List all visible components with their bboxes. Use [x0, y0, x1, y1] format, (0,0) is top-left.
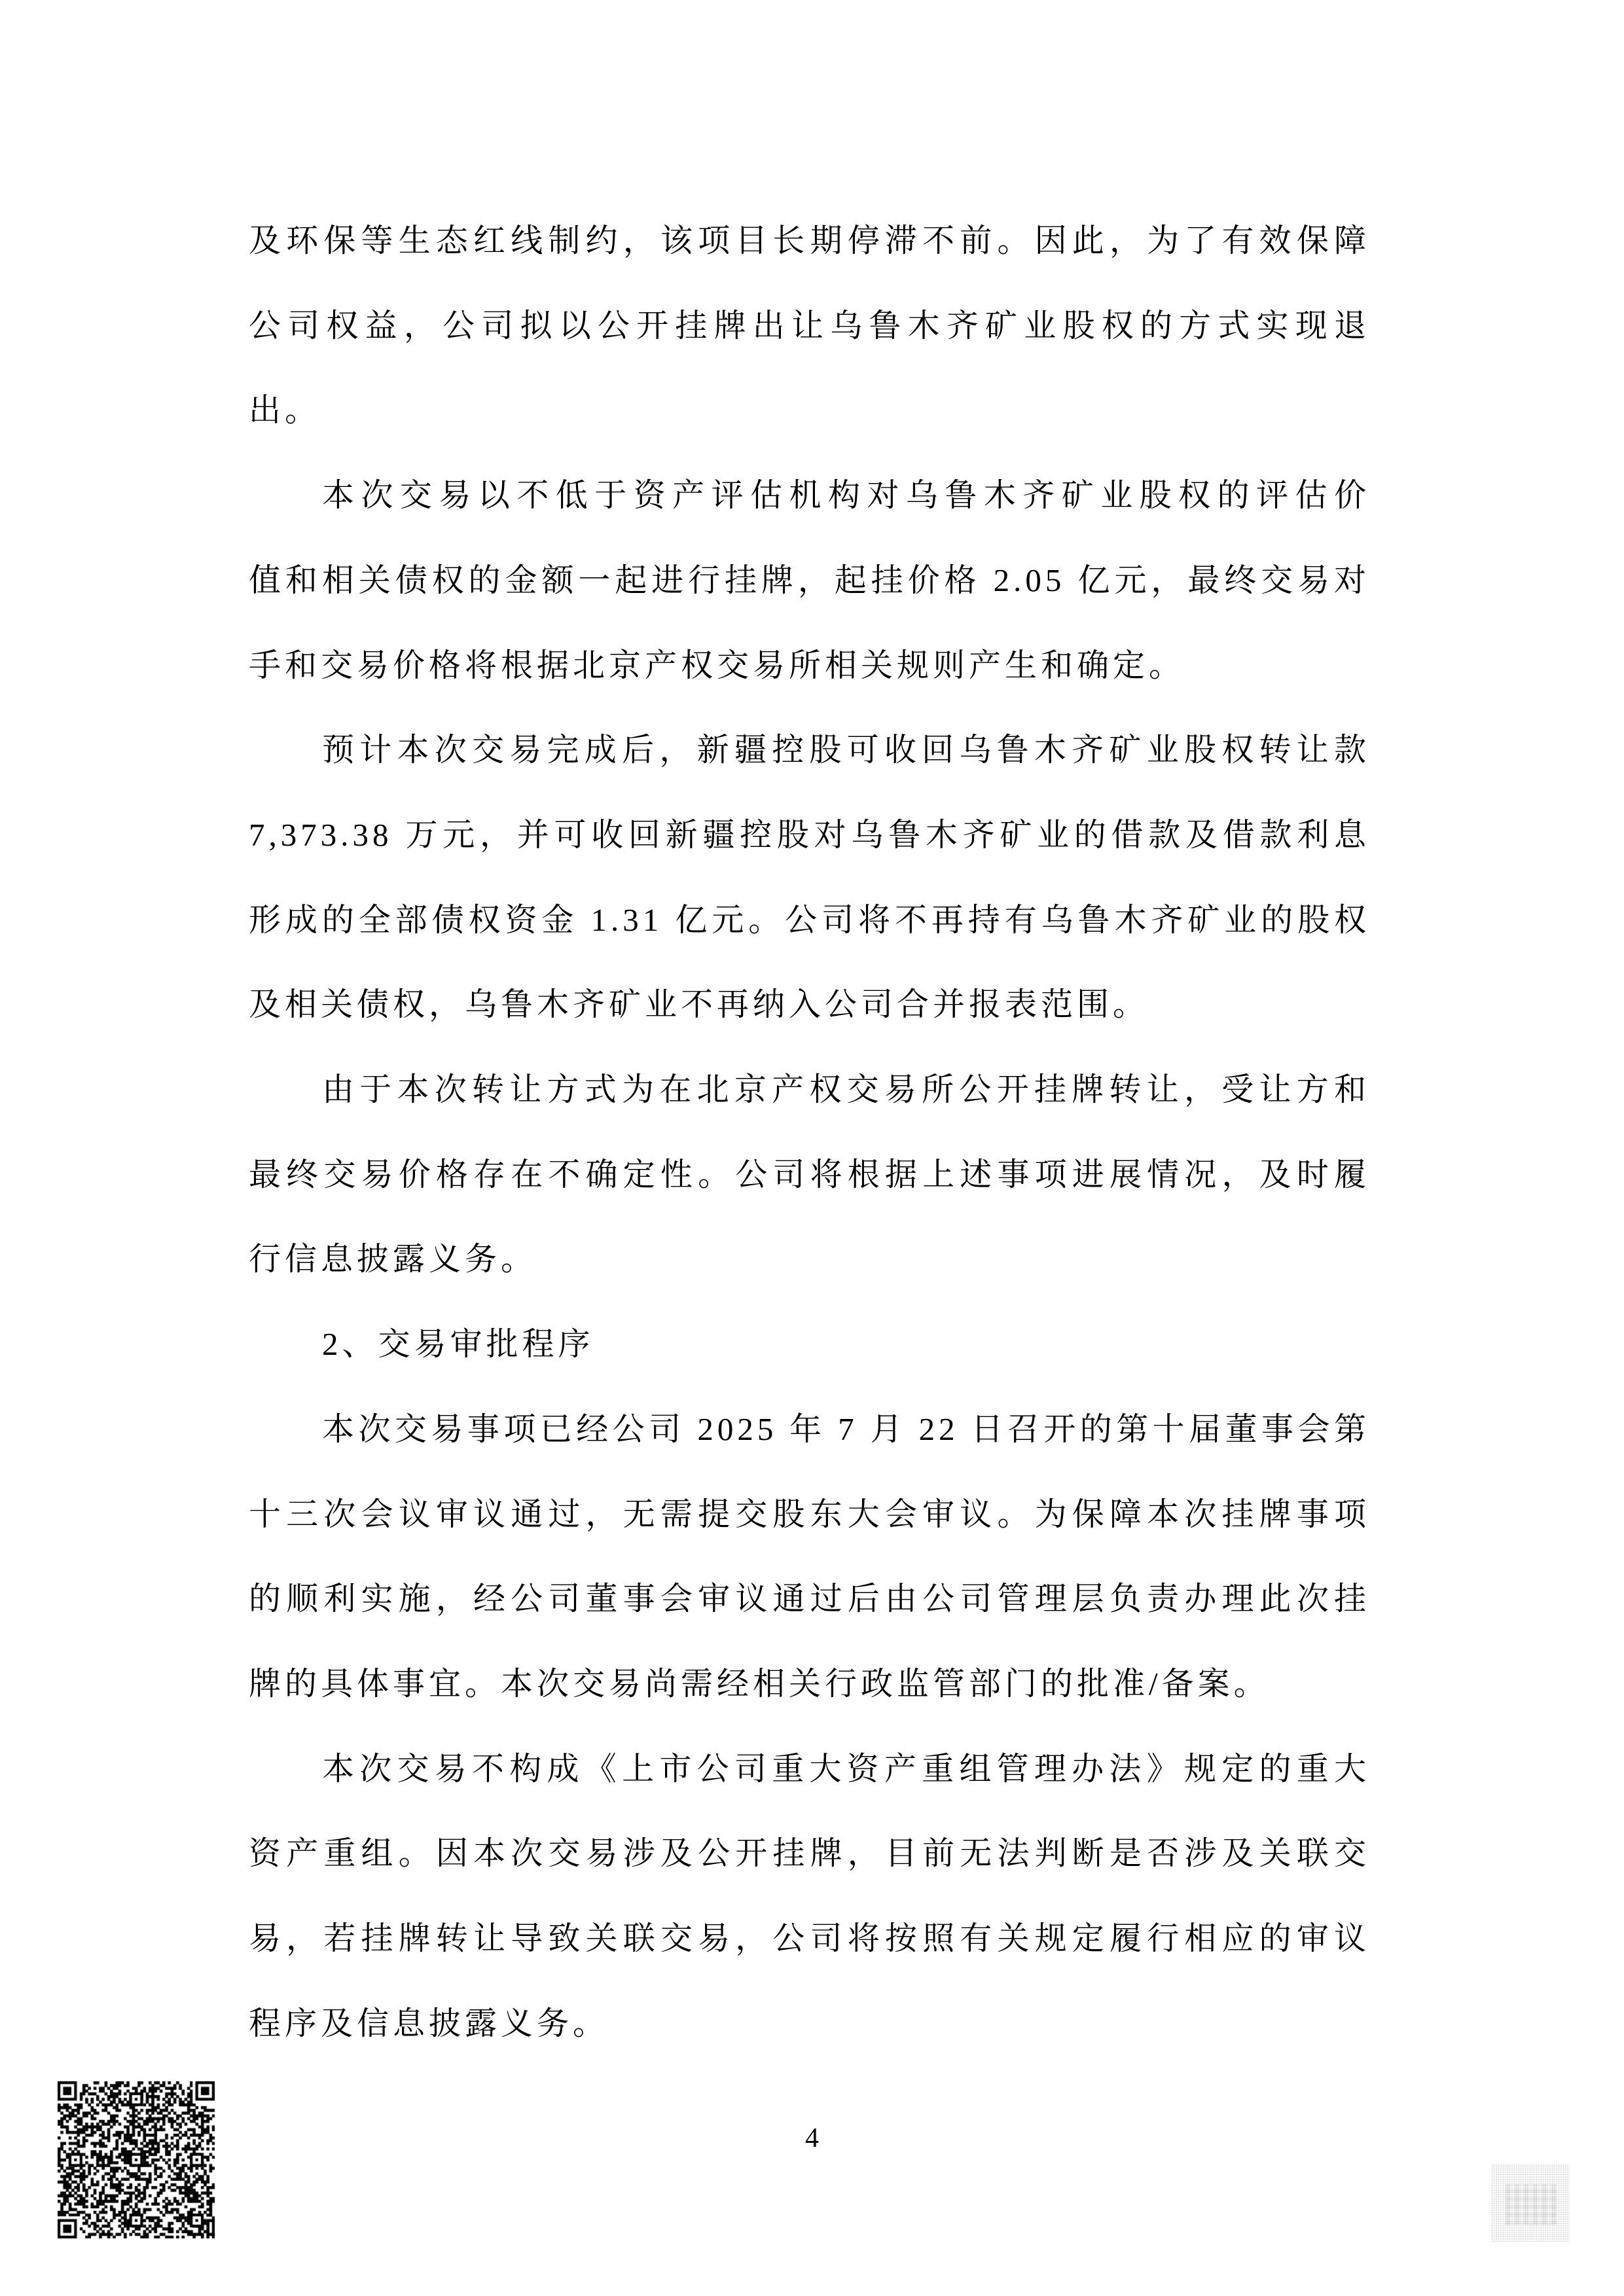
text-line: 形成的全部债权资金 1.31 亿元。公司将不再持有乌鲁木齐矿业的股权 [249, 901, 1370, 938]
text-line: 最终交易价格存在不确定性。公司将根据上述事项进展情况，及时履 [249, 1156, 1370, 1193]
body-text [249, 198, 1370, 2066]
text-line: 出。 [249, 392, 321, 429]
text-line: 牌的具体事宜。本次交易尚需经相关行政监管部门的批准/备案。 [249, 1665, 1270, 1702]
text-line: 本次交易不构成《上市公司重大资产重组管理办法》规定的重大 [322, 1750, 1370, 1787]
text-line: 程序及信息披露义务。 [249, 2005, 609, 2041]
text-line: 及环保等生态红线制约，该项目长期停滞不前。因此，为了有效保障 [249, 223, 1370, 259]
text-line: 资产重组。因本次交易涉及公开挂牌，目前无法判断是否涉及关联交 [249, 1835, 1370, 1872]
text-line: 值和相关债权的金额一起进行挂牌，起挂价格 2.05 亿元，最终交易对 [249, 562, 1370, 598]
text-line: 预计本次交易完成后，新疆控股可收回乌鲁木齐矿业股权转让款 [322, 732, 1370, 768]
text-line: 及相关债权，乌鲁木齐矿业不再纳入公司合并报表范围。 [249, 986, 1149, 1023]
text-line: 易，若挂牌转让导致关联交易，公司将按照有关规定履行相应的审议 [249, 1920, 1370, 1957]
text-line: 7,373.38 万元，并可收回新疆控股对乌鲁木齐矿业的借款及借款利息 [249, 816, 1370, 853]
text-line: 本次交易以不低于资产评估机构对乌鲁木齐矿业股权的评估价 [322, 477, 1370, 514]
page-number: 4 [805, 2123, 819, 2153]
grid-watermark-icon [1492, 2164, 1570, 2242]
qr-code [58, 2081, 215, 2238]
grid-watermark-core [1506, 2184, 1557, 2225]
text-line: 行信息披露义务。 [249, 1241, 537, 1278]
text-line: 由于本次转让方式为在北京产权交易所公开挂牌转让，受让方和 [322, 1071, 1370, 1108]
text-line: 十三次会议审议通过，无需提交股东大会审议。为保障本次挂牌事项 [249, 1496, 1370, 1532]
text-line: 2、交易审批程序 [322, 1326, 594, 1363]
text-line: 的顺利实施，经公司董事会审议通过后由公司管理层负责办理此次挂 [249, 1581, 1370, 1617]
text-line: 本次交易事项已经公司 2025 年 7 月 22 日召开的第十届董事会第 [322, 1410, 1370, 1447]
text-line: 公司权益，公司拟以公开挂牌出让乌鲁木齐矿业股权的方式实现退 [249, 307, 1370, 344]
text-line: 手和交易价格将根据北京产权交易所相关规则产生和确定。 [249, 647, 1185, 683]
